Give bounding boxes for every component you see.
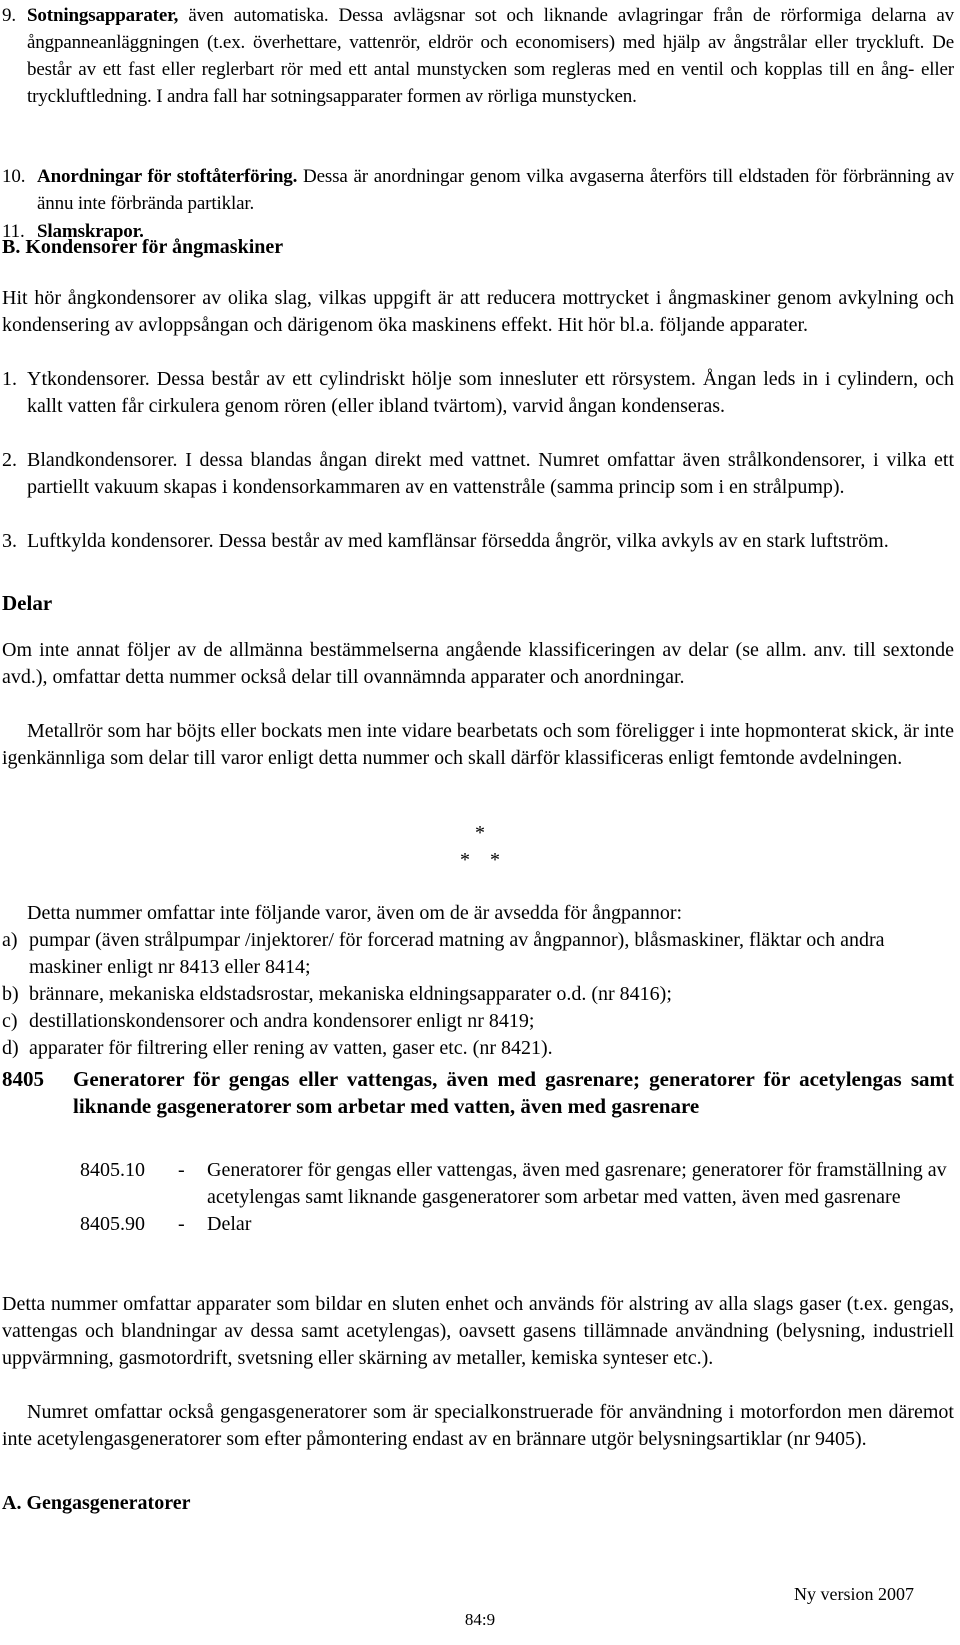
list-item bbox=[2, 927, 954, 981]
subheading-dash: - bbox=[178, 1159, 185, 1181]
item-text: destillationskondensorer och andra kondensorer enligt nr 8419; bbox=[29, 1010, 535, 1032]
item-text: Dessa är anordningar genom vilka avgaserna återförs till eldstaden för förbränning av ännu inte förbrända partiklar. bbox=[37, 166, 954, 214]
list-item bbox=[2, 1008, 954, 1035]
list-item bbox=[2, 528, 954, 555]
item-number: 3. bbox=[2, 530, 17, 552]
item-title: Anordningar för stoftåterföring. bbox=[37, 166, 298, 187]
subheading-code: 8405.10 bbox=[80, 1159, 145, 1181]
heading-code: 8405 bbox=[2, 1067, 44, 1091]
item-label: d) bbox=[2, 1037, 19, 1059]
subheading-list bbox=[80, 1157, 960, 1238]
item-number: 9. bbox=[2, 5, 16, 26]
item-title: Slamskrapor. bbox=[37, 221, 144, 242]
item-text: Luftkylda kondensorer. Dessa består av med kamflänsar försedda ångrör, vilka avkyls av en stark luftström. bbox=[27, 530, 889, 552]
item-number: 1. bbox=[2, 368, 17, 390]
list-item bbox=[2, 981, 954, 1008]
paragraph: Detta nummer omfattar inte följande varor, även om de är avsedda för ångpannor: bbox=[27, 902, 683, 924]
exclusion-list bbox=[2, 927, 954, 1062]
star-bottom: * * bbox=[460, 849, 500, 871]
item-title: Sotningsapparater, bbox=[27, 5, 179, 26]
item-number: 10. bbox=[2, 166, 26, 187]
heading-title: Generatorer för gengas eller vattengas, även med gasrenare; generatorer för acetylengas samt liknande gasgeneratorer som arbetar med vatten, även med gasrenare bbox=[73, 1067, 954, 1118]
section-heading-delar: Delar bbox=[2, 591, 53, 615]
list-item-9 bbox=[2, 2, 954, 110]
subheading-code: 8405.90 bbox=[80, 1213, 145, 1235]
item-text: pumpar (även strålpumpar /injektorer/ för forcerad matning av ångpannor), blåsmaskiner, fläktar och andra maskiner enligt nr 8413 eller 8414; bbox=[29, 929, 885, 978]
subheading-text: Delar bbox=[207, 1213, 252, 1235]
item-label: c) bbox=[2, 1010, 18, 1032]
item-text: Blandkondensorer. I dessa blandas ångan direkt med vattnet. Numret omfattar även strålkondensorer, i vilka ett partiellt vakuum skapas i kondensorkammaren av en vattenstråle (samma princip som i en strålpump). bbox=[27, 449, 954, 498]
subheading-text: Generatorer för gengas eller vattengas, även med gasrenare; generatorer för framställning av acetylengas samt liknande gasgeneratorer som arbetar med vatten, även med gasrenare bbox=[207, 1159, 947, 1208]
paragraph: Hit hör ångkondensorer av olika slag, vilkas uppgift är att reducera mottrycket i ångmaskiner genom avkylning och kondensering av avloppsångan och därigenom öka maskinens effekt. Hit hör bl.a. följande apparater. bbox=[2, 287, 954, 336]
list-item bbox=[2, 1035, 954, 1062]
paragraph: Metallrör som har böjts eller bockats men inte vidare bearbetats och som föreligger i inte hopmonterat skick, är inte igenkännliga som delar till varor enligt detta nummer och skall därför klassificeras enligt femtonde avdelningen. bbox=[2, 720, 954, 769]
list-item bbox=[2, 447, 954, 501]
section-heading: B. Kondensorer för ångmaskiner bbox=[2, 236, 284, 258]
subheading-row bbox=[80, 1157, 960, 1211]
item-text: apparater för filtrering eller rening av vatten, gaser etc. (nr 8421). bbox=[29, 1037, 553, 1059]
version-label: Ny version 2007 bbox=[794, 1584, 914, 1604]
section-heading-a: A. Gengasgeneratorer bbox=[2, 1492, 191, 1514]
page-number: 84:9 bbox=[464, 1610, 496, 1629]
item-label: a) bbox=[2, 929, 18, 951]
list-item-10 bbox=[2, 163, 954, 217]
paragraph: Om inte annat följer av de allmänna bestämmelserna angående klassificeringen av delar (se allm. anv. till sextonde avd.), omfattar detta nummer också delar till ovannämnda apparater och anordningar. bbox=[2, 639, 954, 688]
item-text: även automatiska. Dessa avlägsnar sot och liknande avlagringar från de rörformiga delarna av ångpanneanläggningen (t.ex. överhettare, vattenrör, eldrör och economisers) med hjälp av ångstrålar eller tryckluft. De består av ett fast eller reglerbart rör med ett antal munstycken som regleras med en ventil och kopplas till en ång- eller tryckluftledning. I andra fall har sotningsapparater formen av rörliga munstycken. bbox=[27, 5, 954, 107]
subheading-dash: - bbox=[178, 1213, 185, 1235]
item-text: Ytkondensorer. Dessa består av ett cylindriskt hölje som innesluter ett rörsystem. Ångan leds in i cylindern, och kallt vatten får cirkulera genom rören (eller ibland tvärtom), varvid ångan kondenseras. bbox=[27, 368, 954, 417]
subheading-row bbox=[80, 1211, 960, 1238]
paragraph: Detta nummer omfattar apparater som bildar en sluten enhet och används för alstring av alla slags gaser (t.ex. gengas, vattengas och blandningar av dessa samt acetylengas), oavsett gasens tillämnade användning (belysning, industriell uppvärmning, gasmotordrift, svetsning eller skärning av metaller, kemiska synteser etc.). bbox=[2, 1293, 954, 1369]
item-text: brännare, mekaniska eldstadsrostar, mekaniska eldningsapparater o.d. (nr 8416); bbox=[29, 983, 672, 1005]
list-item bbox=[2, 366, 954, 420]
heading-8405 bbox=[2, 1066, 954, 1120]
item-number: 2. bbox=[2, 449, 17, 471]
separator-stars bbox=[0, 820, 960, 874]
item-number: 11. bbox=[2, 221, 25, 242]
paragraph: Numret omfattar också gengasgeneratorer som är specialkonstruerade för användning i motorfordon men däremot inte acetylengasgeneratorer som efter påmontering endast av en brännare utgör belysningsartiklar (nr 9405). bbox=[2, 1401, 954, 1450]
star-top: * bbox=[475, 822, 485, 844]
item-label: b) bbox=[2, 983, 19, 1005]
